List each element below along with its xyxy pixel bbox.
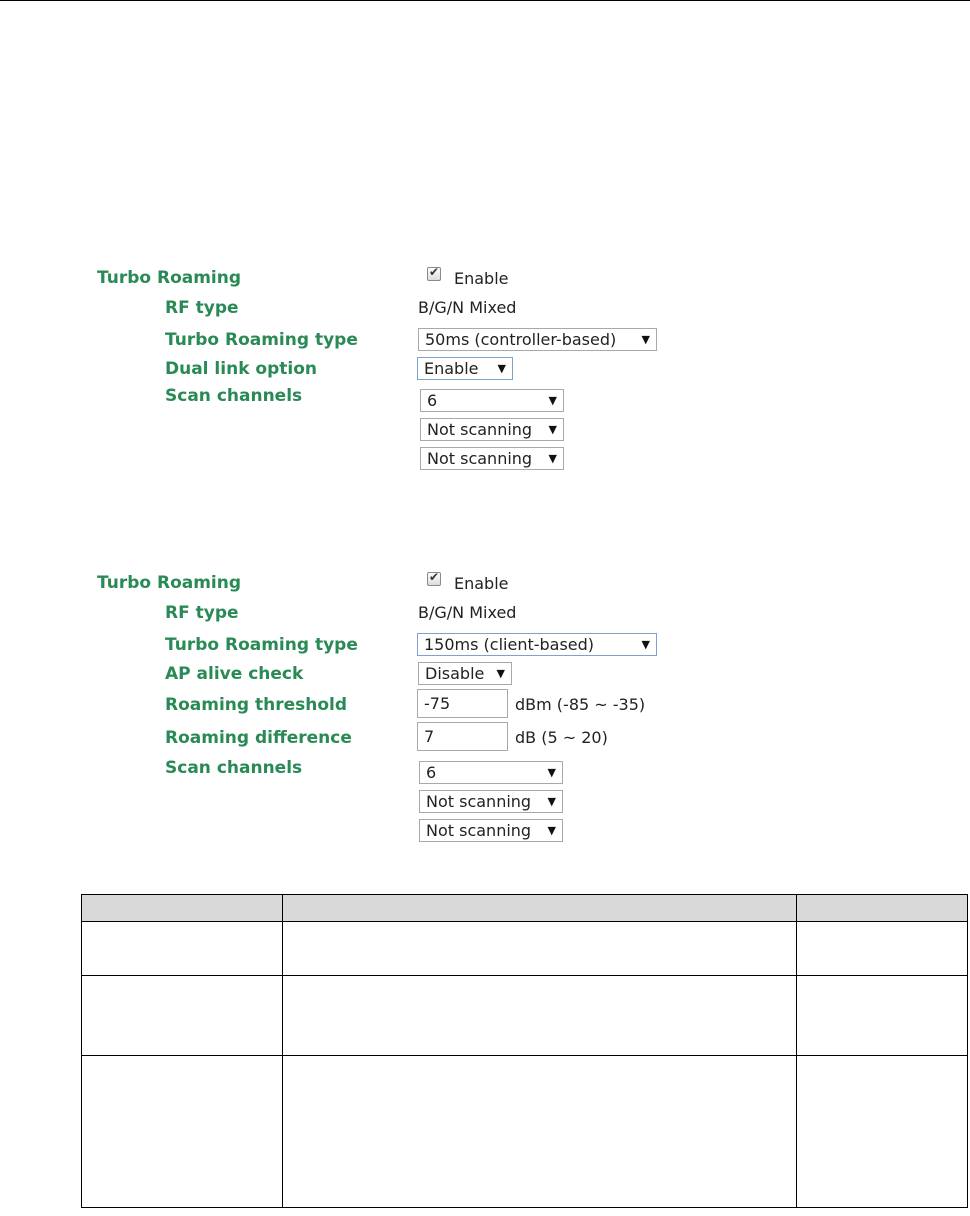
table-row xyxy=(82,976,968,1056)
rf-type-label: RF type xyxy=(165,298,239,318)
triangle-down-icon: ▼ xyxy=(547,766,556,779)
settings-description-table xyxy=(81,894,968,1208)
roaming-difference-input[interactable]: 7 xyxy=(417,722,508,751)
rf-type-value: B/G/N Mixed xyxy=(418,603,517,622)
table-cell xyxy=(283,1056,797,1208)
table-cell xyxy=(797,976,968,1056)
ap-alive-check-label: AP alive check xyxy=(165,664,304,684)
enable-label: Enable xyxy=(454,269,509,288)
table-row xyxy=(82,1056,968,1208)
triangle-down-icon: ▼ xyxy=(547,824,556,837)
turbo-roaming-type-value: 150ms (client-based) xyxy=(424,635,595,654)
checkmark-icon: ✔ xyxy=(429,265,440,279)
table-cell xyxy=(283,976,797,1056)
scan-channels-label: Scan channels xyxy=(165,758,303,778)
turbo-roaming-type-select[interactable] xyxy=(418,328,657,351)
scan-channel-3-select[interactable] xyxy=(420,447,564,470)
turbo-roaming-type-value: 50ms (controller-based) xyxy=(425,330,617,349)
dual-link-option-value: Enable xyxy=(424,359,479,378)
triangle-down-icon: ▼ xyxy=(547,795,556,808)
table-cell xyxy=(283,922,797,976)
page-top-rule xyxy=(0,0,970,1)
triangle-down-icon: ▼ xyxy=(641,638,650,651)
table-cell xyxy=(82,976,283,1056)
enable-checkbox[interactable] xyxy=(427,572,441,586)
scan-channel-3-value: Not scanning xyxy=(426,821,532,840)
ap-alive-check-value: Disable xyxy=(425,664,485,683)
scan-channels-label: Scan channels xyxy=(165,386,303,406)
table-cell xyxy=(797,1056,968,1208)
scan-channel-3-select[interactable] xyxy=(419,819,563,842)
roaming-threshold-label: Roaming threshold xyxy=(165,695,348,715)
dual-link-option-label: Dual link option xyxy=(165,359,317,379)
table-header-row xyxy=(82,895,968,922)
scan-channel-3-value: Not scanning xyxy=(427,449,533,468)
triangle-down-icon: ▼ xyxy=(497,362,506,375)
triangle-down-icon: ▼ xyxy=(548,423,557,436)
triangle-down-icon: ▼ xyxy=(496,667,505,680)
table-cell xyxy=(82,1056,283,1208)
turbo-roaming-type-label: Turbo Roaming type xyxy=(165,635,358,655)
table-header-cell xyxy=(82,895,283,922)
turbo-roaming-type-select[interactable] xyxy=(417,633,657,656)
triangle-down-icon: ▼ xyxy=(548,452,557,465)
triangle-down-icon: ▼ xyxy=(641,333,650,346)
scan-channel-2-select[interactable] xyxy=(420,418,564,441)
checkmark-icon: ✔ xyxy=(429,570,440,584)
enable-checkbox[interactable] xyxy=(427,267,441,281)
ap-alive-check-select[interactable] xyxy=(418,662,512,685)
scan-channel-1-select[interactable] xyxy=(419,761,563,784)
scan-channel-1-value: 6 xyxy=(427,391,438,410)
table-cell xyxy=(82,922,283,976)
dual-link-option-select[interactable] xyxy=(417,357,513,380)
table-row xyxy=(82,922,968,976)
scan-channel-1-select[interactable] xyxy=(420,389,564,412)
table-header-cell xyxy=(797,895,968,922)
turbo-roaming-type-label: Turbo Roaming type xyxy=(165,330,358,350)
rf-type-value: B/G/N Mixed xyxy=(418,298,517,317)
roaming-threshold-range: dBm (-85 ~ -35) xyxy=(515,695,646,714)
enable-label: Enable xyxy=(454,574,509,593)
triangle-down-icon: ▼ xyxy=(548,394,557,407)
scan-channel-2-value: Not scanning xyxy=(426,792,532,811)
table-cell xyxy=(797,922,968,976)
roaming-difference-label: Roaming difference xyxy=(165,728,352,748)
scan-channel-2-select[interactable] xyxy=(419,790,563,813)
table-header-cell xyxy=(283,895,797,922)
turbo-roaming-title: Turbo Roaming xyxy=(97,268,242,288)
turbo-roaming-title: Turbo Roaming xyxy=(97,573,242,593)
scan-channel-2-value: Not scanning xyxy=(427,420,533,439)
roaming-difference-range: dB (5 ~ 20) xyxy=(515,728,608,747)
scan-channel-1-value: 6 xyxy=(426,763,437,782)
roaming-threshold-input[interactable]: -75 xyxy=(417,689,508,718)
rf-type-label: RF type xyxy=(165,603,239,623)
